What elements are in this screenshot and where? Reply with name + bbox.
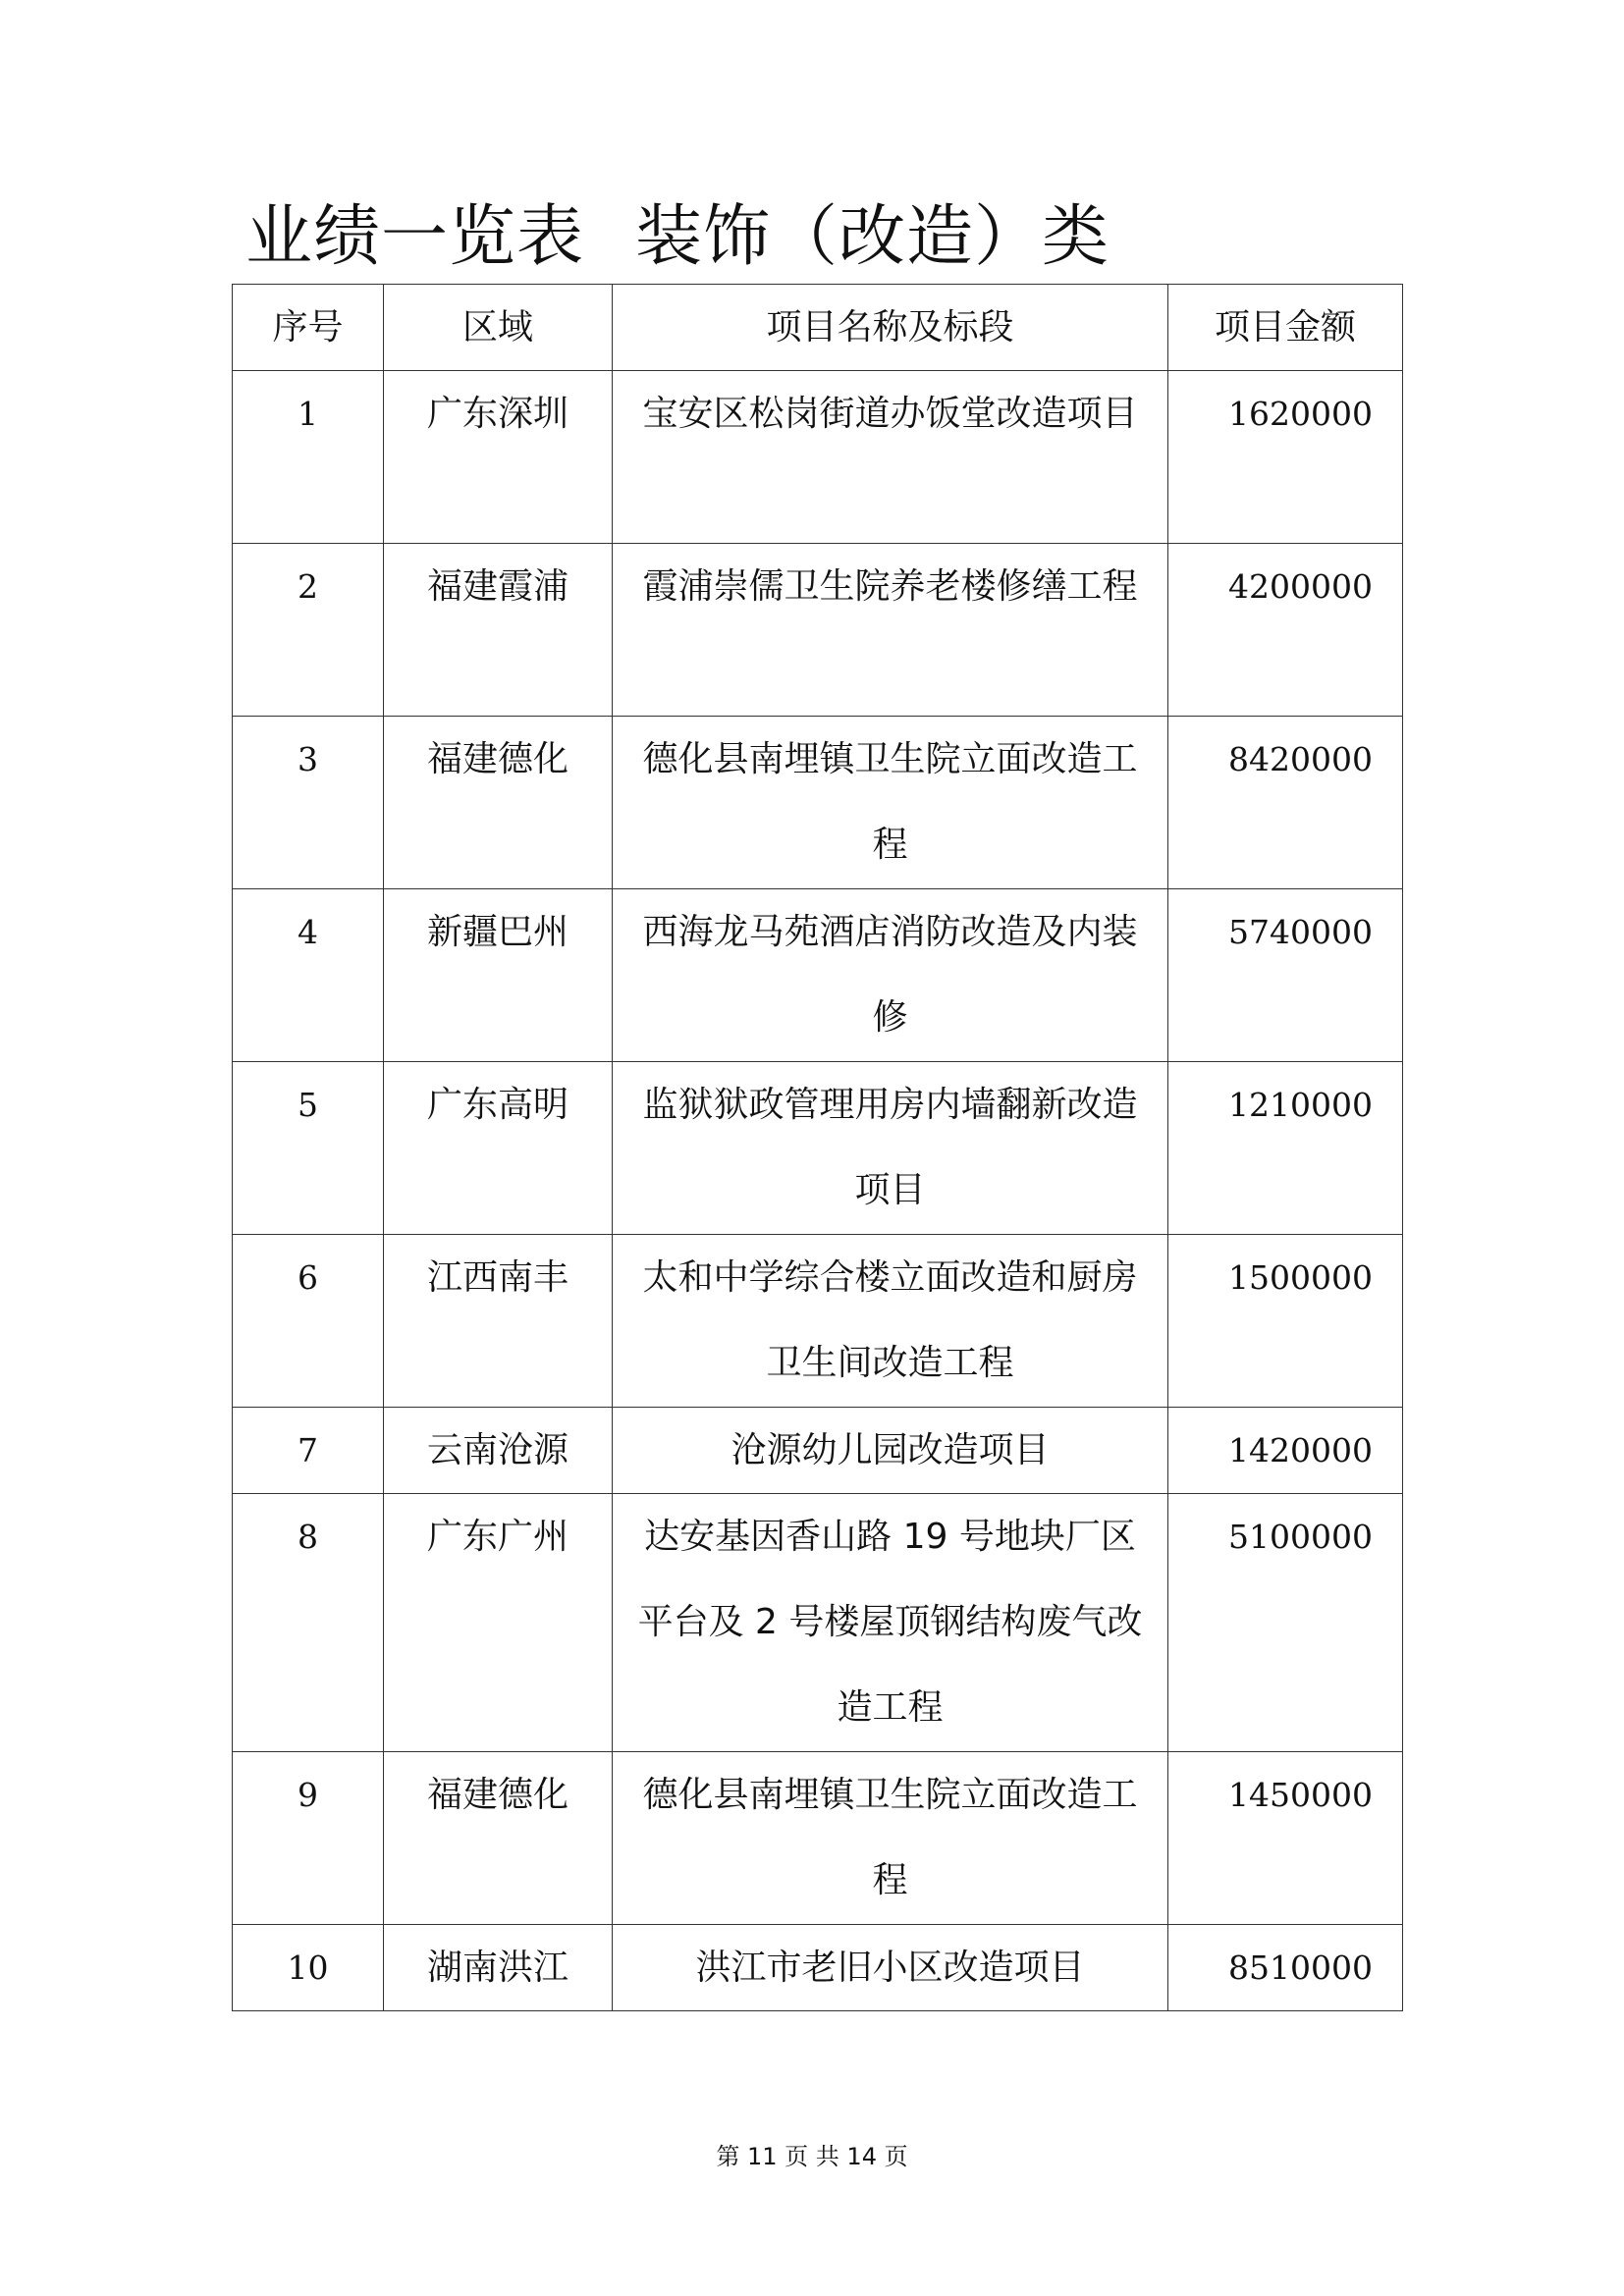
row-region: 福建德化 [384, 1752, 613, 1925]
row-region: 云南沧源 [384, 1408, 613, 1494]
row-region: 湖南洪江 [384, 1925, 613, 2011]
row-project-name: 德化县南埋镇卫生院立面改造工程 [613, 717, 1168, 889]
title-category: 装饰（改造）类 [635, 198, 1110, 276]
title-main: 业绩一览表 [245, 198, 585, 276]
row-project-name: 宝安区松岗街道办饭堂改造项目 [613, 371, 1168, 544]
row-index: 10 [233, 1925, 384, 2011]
performance-table [232, 284, 1403, 2011]
header-name: 项目名称及标段 [613, 285, 1168, 371]
row-amount: 1500000 [1168, 1235, 1403, 1408]
row-index: 5 [233, 1062, 384, 1235]
row-project-name: 太和中学综合楼立面改造和厨房卫生间改造工程 [613, 1235, 1168, 1408]
row-amount: 1420000 [1168, 1408, 1403, 1494]
row-region: 广东广州 [384, 1494, 613, 1752]
row-project-name: 监狱狱政管理用房内墙翻新改造项目 [613, 1062, 1168, 1235]
row-amount: 8420000 [1168, 717, 1403, 889]
row-amount: 5740000 [1168, 889, 1403, 1062]
table-row [233, 1752, 1403, 1925]
header-index: 序号 [233, 285, 384, 371]
row-project-name: 沧源幼儿园改造项目 [613, 1408, 1168, 1494]
row-region: 广东深圳 [384, 371, 613, 544]
row-index: 8 [233, 1494, 384, 1752]
table-row [233, 1494, 1403, 1752]
header-region: 区域 [384, 285, 613, 371]
row-index: 6 [233, 1235, 384, 1408]
table-row [233, 371, 1403, 544]
page-title [245, 192, 1110, 283]
row-index: 3 [233, 717, 384, 889]
row-index: 7 [233, 1408, 384, 1494]
row-project-name: 洪江市老旧小区改造项目 [613, 1925, 1168, 2011]
row-region: 江西南丰 [384, 1235, 613, 1408]
header-amount: 项目金额 [1168, 285, 1403, 371]
table-row [233, 1925, 1403, 2011]
row-index: 2 [233, 544, 384, 717]
row-region: 福建德化 [384, 717, 613, 889]
table-row [233, 717, 1403, 889]
row-amount: 1210000 [1168, 1062, 1403, 1235]
row-index: 1 [233, 371, 384, 544]
row-project-name: 达安基因香山路 19 号地块厂区平台及 2 号楼屋顶钢结构废气改造工程 [613, 1494, 1168, 1752]
row-amount: 1450000 [1168, 1752, 1403, 1925]
row-region: 福建霞浦 [384, 544, 613, 717]
table-row [233, 1408, 1403, 1494]
row-amount: 5100000 [1168, 1494, 1403, 1752]
page-number-footer: 第 11 页 共 14 页 [716, 2143, 908, 2170]
table-row [233, 544, 1403, 717]
row-amount: 1620000 [1168, 371, 1403, 544]
table-row [233, 1062, 1403, 1235]
table-header-row [233, 285, 1403, 371]
row-project-name: 德化县南埋镇卫生院立面改造工程 [613, 1752, 1168, 1925]
table-row [233, 1235, 1403, 1408]
row-region: 新疆巴州 [384, 889, 613, 1062]
row-index: 4 [233, 889, 384, 1062]
row-project-name: 霞浦崇儒卫生院养老楼修缮工程 [613, 544, 1168, 717]
row-amount: 8510000 [1168, 1925, 1403, 2011]
row-region: 广东高明 [384, 1062, 613, 1235]
row-index: 9 [233, 1752, 384, 1925]
row-amount: 4200000 [1168, 544, 1403, 717]
table-row [233, 889, 1403, 1062]
row-project-name: 西海龙马苑酒店消防改造及内装修 [613, 889, 1168, 1062]
